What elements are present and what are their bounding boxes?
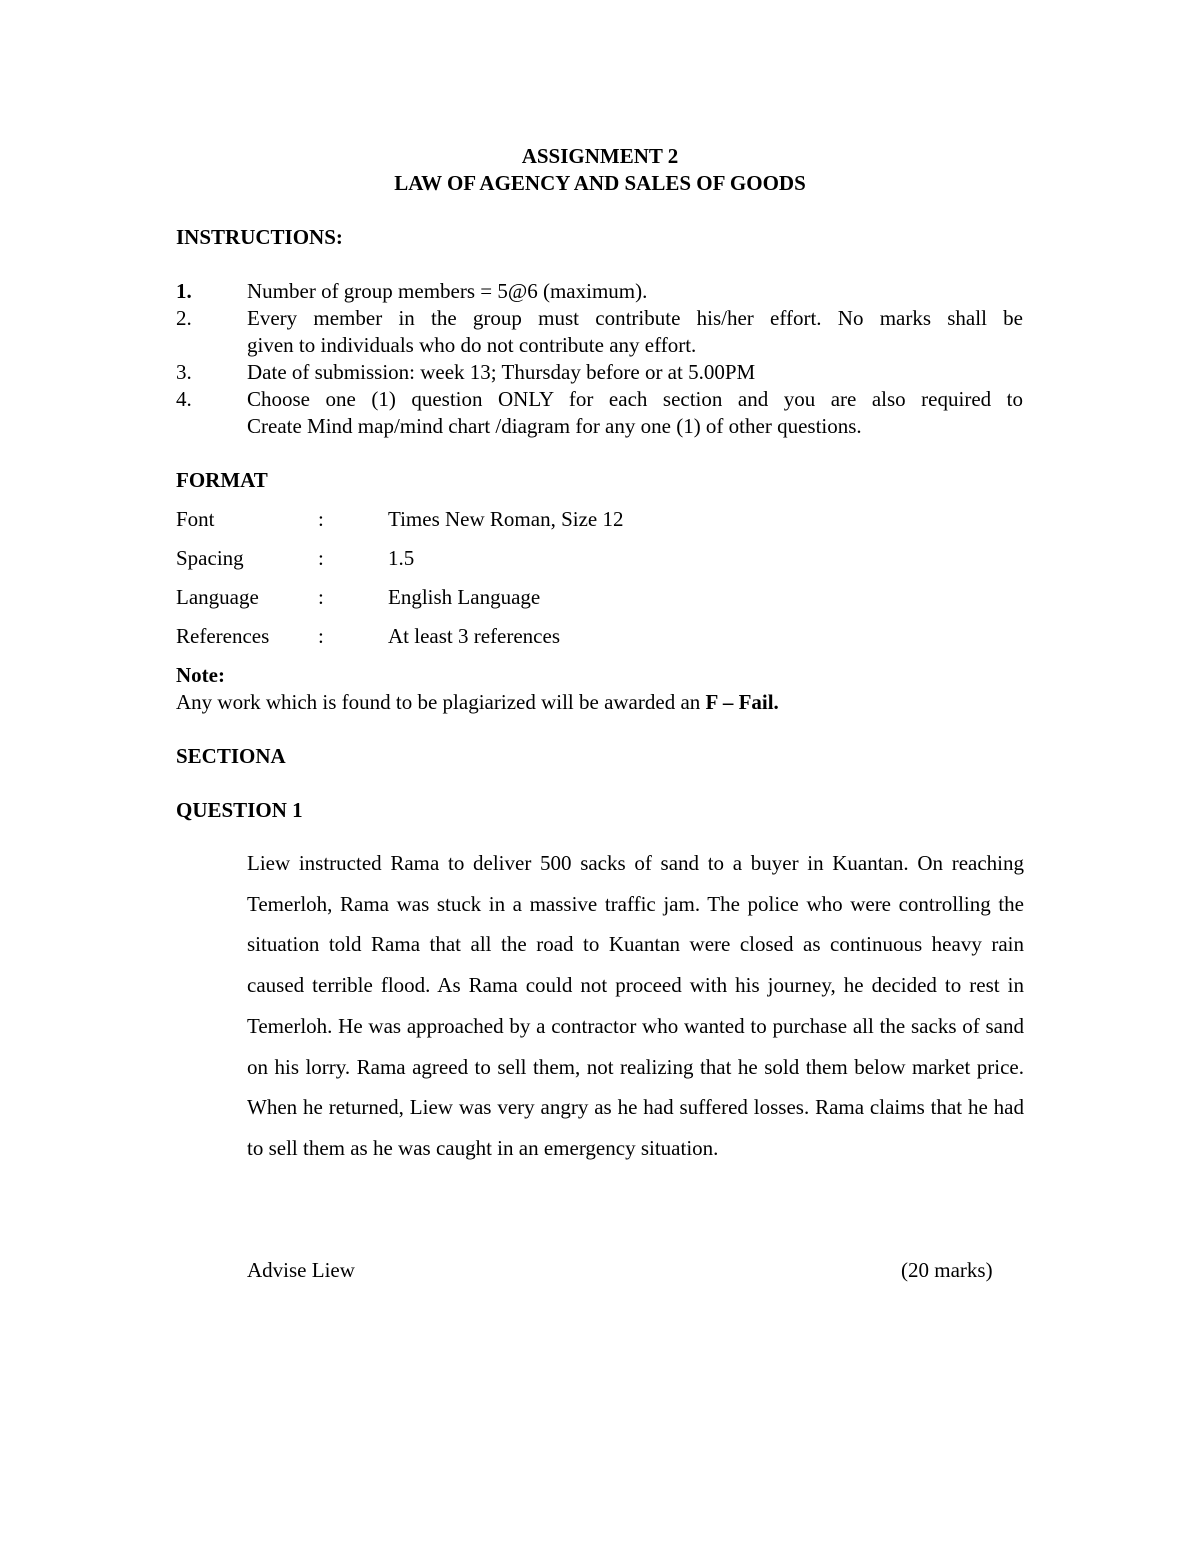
instruction-1-number: 1.: [176, 279, 192, 303]
format-references-value: At least 3 references: [388, 624, 560, 648]
format-spacing-separator: :: [318, 546, 324, 570]
section-heading: SECTIONA: [176, 744, 286, 768]
format-spacing-value: 1.5: [388, 546, 415, 570]
instruction-2-number: 2.: [176, 306, 192, 330]
assignment-title: ASSIGNMENT 2: [521, 144, 679, 168]
format-references-separator: :: [318, 624, 324, 648]
instruction-3-number: 3.: [176, 360, 192, 384]
format-language-separator: :: [318, 585, 324, 609]
instruction-3-text: Date of submission: week 13; Thursday before or at 5.00PM: [247, 360, 756, 384]
format-language-label: Language: [176, 585, 259, 609]
format-font-separator: :: [318, 507, 324, 531]
format-spacing-label: Spacing: [176, 546, 244, 570]
note-emphasis: F – Fail.: [705, 690, 779, 714]
instruction-1-text: Number of group members = 5@6 (maximum).: [247, 279, 648, 303]
assignment-subtitle: LAW OF AGENCY AND SALES OF GOODS: [394, 171, 806, 195]
instruction-4-line-2: Create Mind map/mind chart /diagram for any one (1) of other questions.: [247, 414, 862, 438]
format-language-value: English Language: [388, 585, 541, 609]
instruction-4-number: 4.: [176, 387, 192, 411]
question-1-heading: QUESTION 1: [176, 798, 303, 822]
instruction-2-line-1: Every member in the group must contribute his/her effort. No marks shall be: [247, 306, 1023, 330]
question-1-task: Advise Liew: [247, 1258, 355, 1282]
question-1-marks: (20 marks): [901, 1258, 993, 1282]
format-font-label: Font: [176, 507, 215, 531]
instruction-2-line-2: given to individuals who do not contribute any effort.: [247, 333, 697, 357]
question-1-text: Liew instructed Rama to deliver 500 sacks of sand to a buyer in Kuantan. On reaching Temerloh, Rama was stuck in a massive traffic jam. The police who were controlling the situation told Rama that all the road to Kuantan were closed as continuous heavy rain caused terrible flood. As Rama could not proceed with his journey, he decided to rest in Temerloh. He was approached by a contractor who wanted to purchase all the sacks of sand on his lorry. Rama agreed to sell them, not realizing that he sold them below market price. When he returned, Liew was very angry as he had suffered losses. Rama claims that he had to sell them as he was caught in an emergency situation.: [247, 851, 1024, 1160]
format-font-value: Times New Roman, Size 12: [388, 507, 624, 531]
note-line: [176, 689, 779, 716]
format-heading: FORMAT: [176, 468, 268, 492]
instructions-heading: INSTRUCTIONS:: [176, 225, 343, 249]
note-text: Any work which is found to be plagiarized will be awarded an: [176, 690, 706, 714]
note-heading: Note:: [176, 663, 225, 687]
instruction-4-line-1: Choose one (1) question ONLY for each section and you are also required to: [247, 387, 1023, 411]
format-references-label: References: [176, 624, 270, 648]
